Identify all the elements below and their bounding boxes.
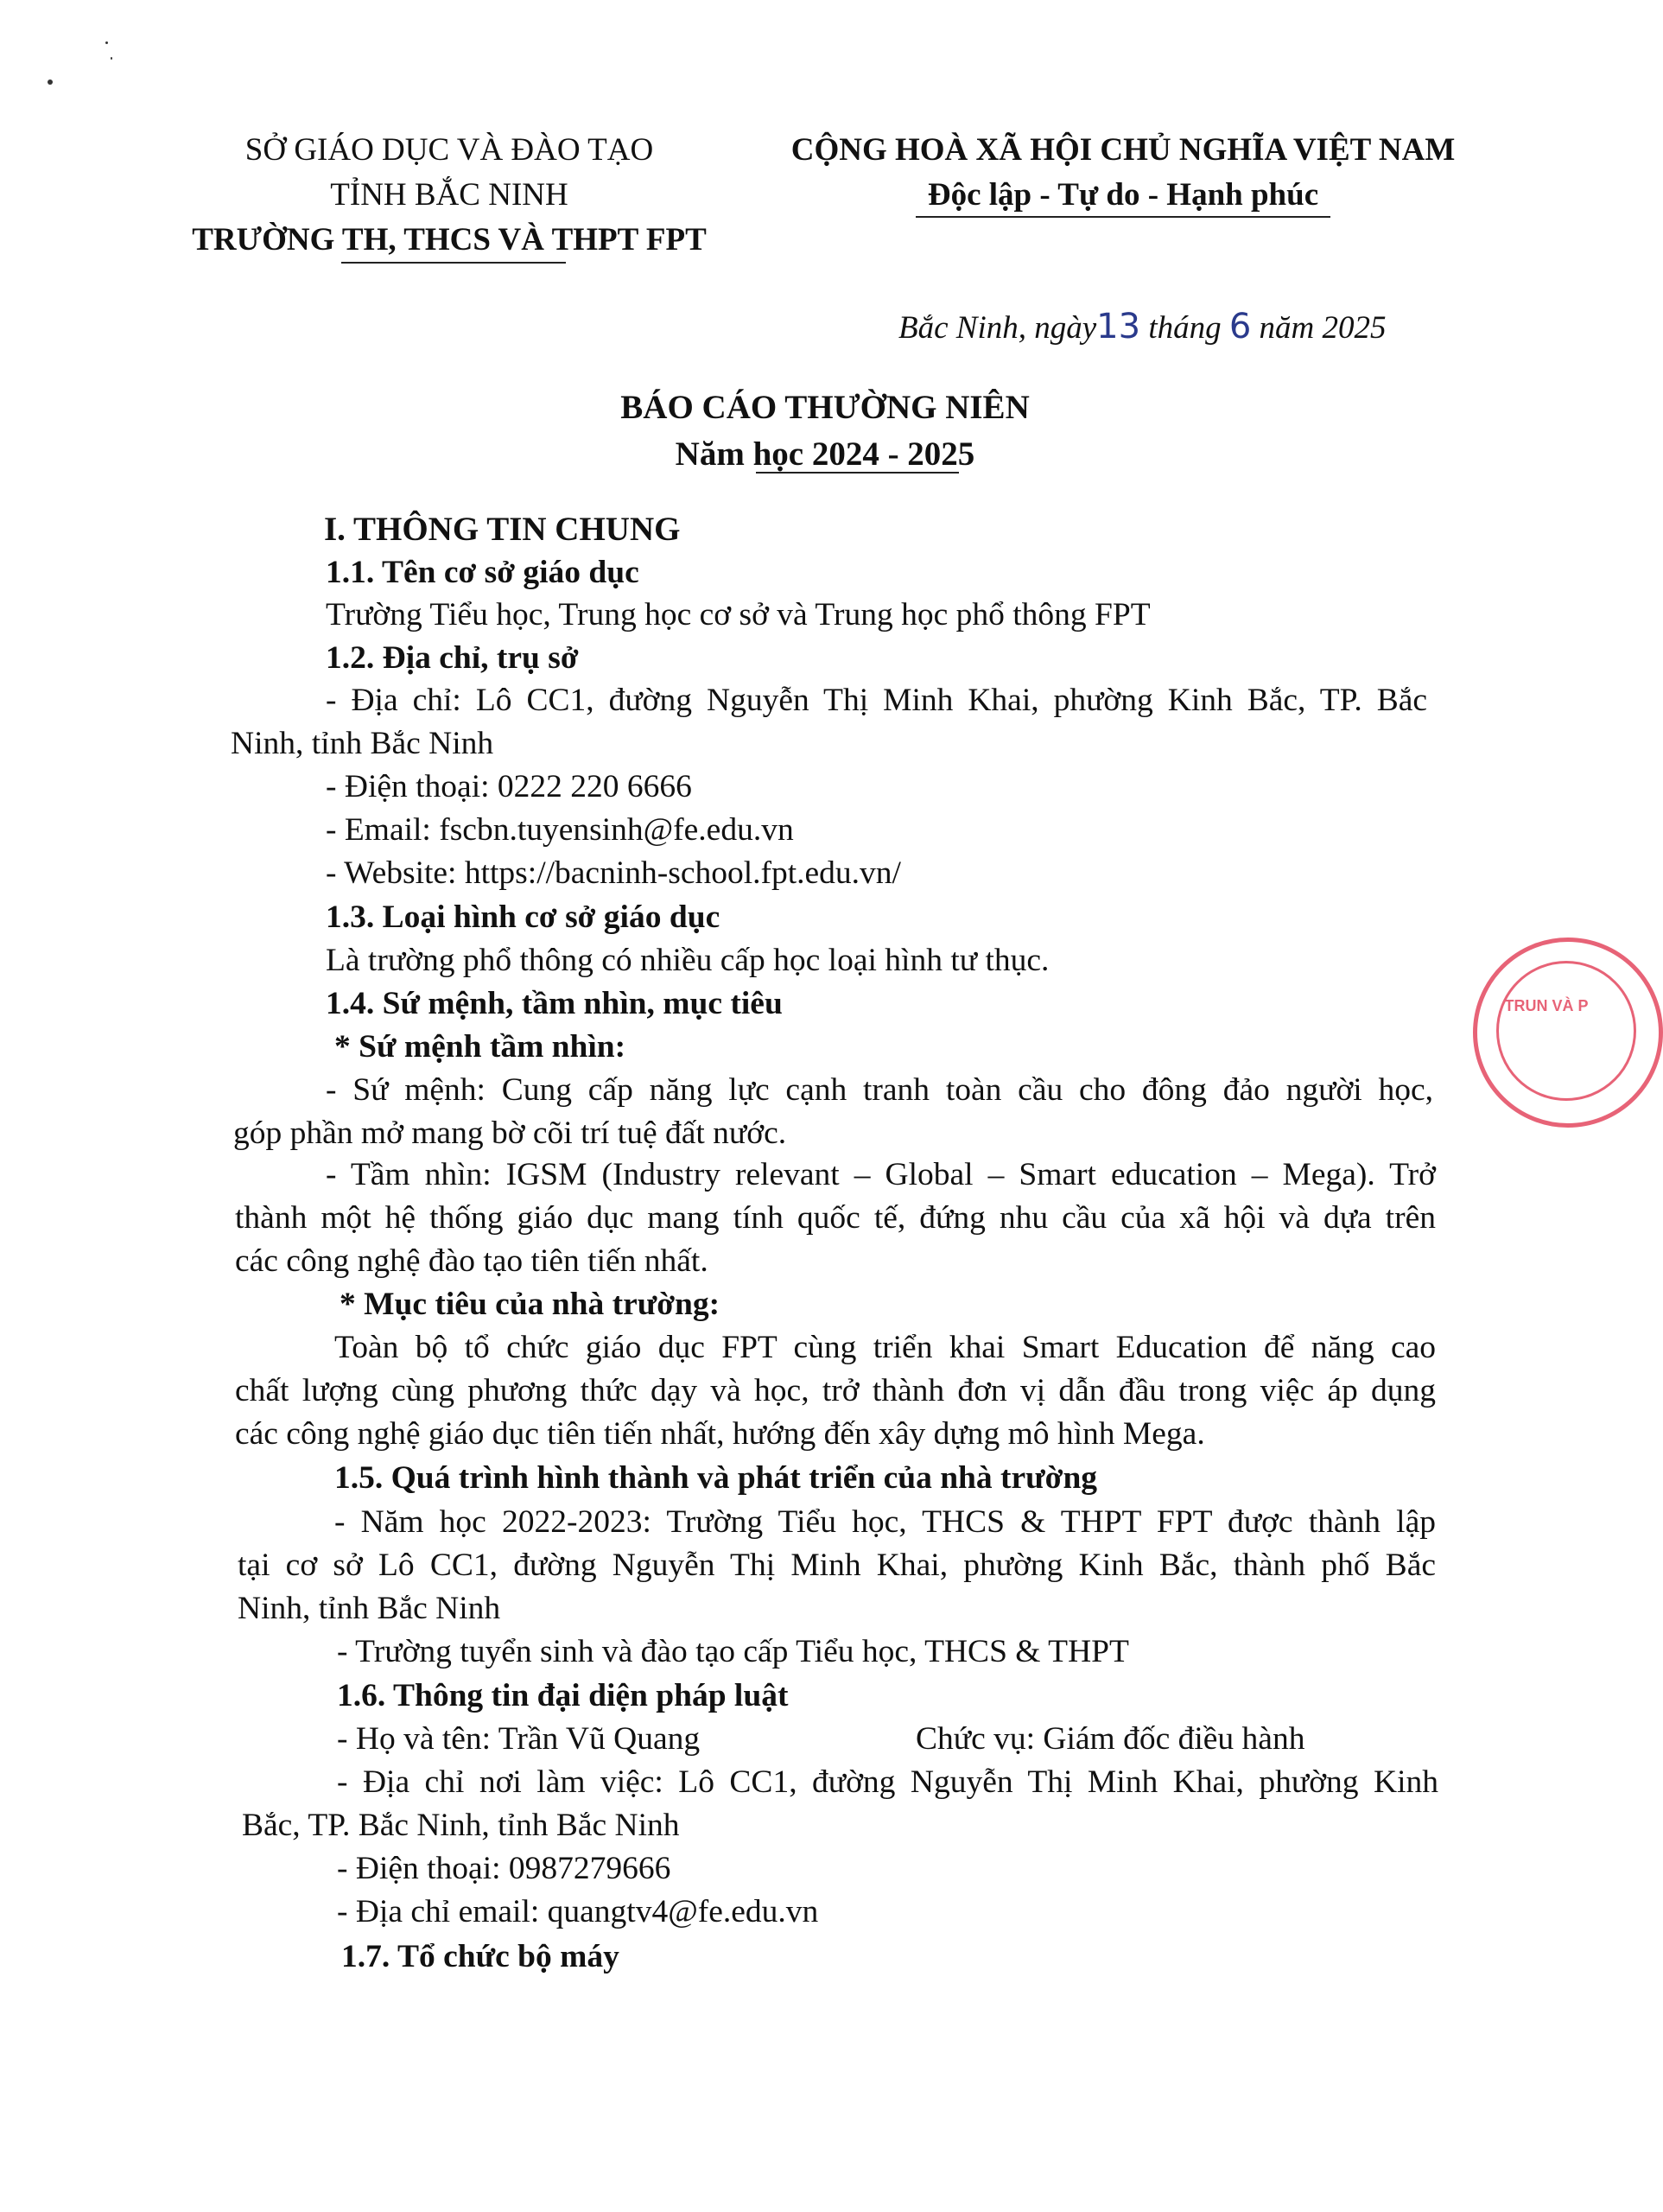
subsection-heading-1-4: 1.4. Sứ mệnh, tầm nhìn, mục tiêu xyxy=(326,986,783,1021)
workplace-line-1: - Địa chỉ nơi làm việc: Lô CC1, đường Nguyễn Thị Minh Khai, phường Kinh xyxy=(337,1764,1438,1800)
header-left xyxy=(138,128,760,263)
official-seal-inner-ring xyxy=(1496,961,1636,1101)
title-underline xyxy=(756,472,959,474)
subsection-heading-1-5: 1.5. Quá trình hình thành và phát triển của nhà trường xyxy=(334,1460,1098,1496)
school-name-underline xyxy=(341,262,566,264)
address-line-1: - Địa chỉ: Lô CC1, đường Nguyễn Thị Minh Khai, phường Kinh Bắc, TP. Bắc xyxy=(326,683,1427,718)
goals-heading: * Mục tiêu của nhà trường: xyxy=(340,1287,720,1322)
mission-line-1: - Sứ mệnh: Cung cấp năng lực cạnh tranh toàn cầu cho đông đảo người học, xyxy=(326,1072,1433,1108)
subsection-heading-1-3: 1.3. Loại hình cơ sở giáo dục xyxy=(326,899,720,935)
dateline xyxy=(898,307,1387,346)
scan-speck xyxy=(48,79,53,85)
dateline-prefix: Bắc Ninh, ngày xyxy=(898,310,1097,346)
subsection-heading-1-7: 1.7. Tổ chức bộ máy xyxy=(341,1939,619,1974)
scan-speck xyxy=(105,41,108,44)
history-line-2: tại cơ sở Lô CC1, đường Nguyễn Thị Minh Khai, phường Kinh Bắc, thành phố Bắc xyxy=(238,1548,1436,1583)
report-title-year: Năm học 2024 - 2025 xyxy=(675,435,975,473)
report-title xyxy=(479,385,1171,478)
mission-line-2: góp phần mở mang bờ cõi trí tuệ đất nước. xyxy=(233,1116,787,1151)
official-seal-text: TRUN VÀ P xyxy=(1504,997,1589,1014)
address-line-2: Ninh, tỉnh Bắc Ninh xyxy=(231,726,494,761)
province-name: TỈNH BẮC NINH xyxy=(330,177,568,213)
goals-line-2: chất lượng cùng phương thức dạy và học, trở thành đơn vị dẫn đầu trong việc áp dụng xyxy=(235,1373,1436,1408)
goals-line-1: Toàn bộ tổ chức giáo dục FPT cùng triển khai Smart Education để năng cao xyxy=(334,1330,1436,1365)
history-line-4: - Trường tuyển sinh và đào tạo cấp Tiểu học, THCS & THPT xyxy=(337,1634,1129,1669)
vision-line-2: thành một hệ thống giáo dục mang tính quốc tế, đứng nhu cầu của xã hội và dựa trên xyxy=(235,1200,1436,1236)
vision-line-1: - Tầm nhìn: IGSM (Industry relevant – Global – Smart education – Mega). Trở xyxy=(326,1157,1436,1192)
dateline-year: năm 2025 xyxy=(1259,310,1387,346)
history-line-3: Ninh, tỉnh Bắc Ninh xyxy=(238,1591,501,1626)
dateline-month: 6 xyxy=(1228,307,1252,346)
representative-role: Chức vụ: Giám đốc điều hành xyxy=(916,1721,1305,1757)
representative-phone: - Điện thoại: 0987279666 xyxy=(337,1851,671,1886)
scan-speck xyxy=(111,57,112,60)
representative-email: - Địa chỉ email: quangtv4@fe.edu.vn xyxy=(337,1894,819,1929)
report-title-main: BÁO CÁO THƯỜNG NIÊN xyxy=(620,389,1030,426)
institution-type: Là trường phổ thông có nhiều cấp học loại hình tư thục. xyxy=(326,943,1050,978)
dateline-day: 13 xyxy=(1096,307,1141,346)
website-line: - Website: https://bacninh-school.fpt.edu.vn/ xyxy=(326,855,901,891)
representative-name: - Họ và tên: Trần Vũ Quang xyxy=(337,1721,701,1757)
subsection-heading-1-6: 1.6. Thông tin đại diện pháp luật xyxy=(337,1678,789,1713)
history-line-1: - Năm học 2022-2023: Trường Tiểu học, THCS & THPT FPT được thành lập xyxy=(334,1504,1436,1540)
national-motto: Độc lập - Tự do - Hạnh phúc xyxy=(927,177,1319,213)
subsection-heading-1-2: 1.2. Địa chỉ, trụ sở xyxy=(326,640,579,676)
header-right xyxy=(778,128,1469,218)
motto-underline xyxy=(916,216,1330,218)
official-seal xyxy=(1473,938,1663,1128)
workplace-line-2: Bắc, TP. Bắc Ninh, tỉnh Bắc Ninh xyxy=(242,1808,680,1843)
goals-line-3: các công nghệ giáo dục tiên tiến nhất, hướng đến xây dựng mô hình Mega. xyxy=(235,1416,1205,1452)
institution-name: Trường Tiểu học, Trung học cơ sở và Trung học phổ thông FPT xyxy=(326,597,1151,632)
school-name: TRƯỜNG TH, THCS VÀ THPT FPT xyxy=(192,222,707,257)
department-name: SỞ GIÁO DỤC VÀ ĐÀO TẠO xyxy=(244,132,654,168)
dateline-month-label: tháng xyxy=(1148,310,1222,346)
national-name: CỘNG HOÀ XÃ HỘI CHỦ NGHĨA VIỆT NAM xyxy=(790,132,1456,168)
vision-line-3: các công nghệ đào tạo tiên tiến nhất. xyxy=(235,1243,708,1279)
subsection-heading-1-1: 1.1. Tên cơ sở giáo dục xyxy=(326,555,639,590)
section-heading-1: I. THÔNG TIN CHUNG xyxy=(324,511,681,548)
phone-line: - Điện thoại: 0222 220 6666 xyxy=(326,769,692,804)
email-line: - Email: fscbn.tuyensinh@fe.edu.vn xyxy=(326,812,794,848)
mission-vision-heading: * Sứ mệnh tầm nhìn: xyxy=(334,1029,626,1065)
